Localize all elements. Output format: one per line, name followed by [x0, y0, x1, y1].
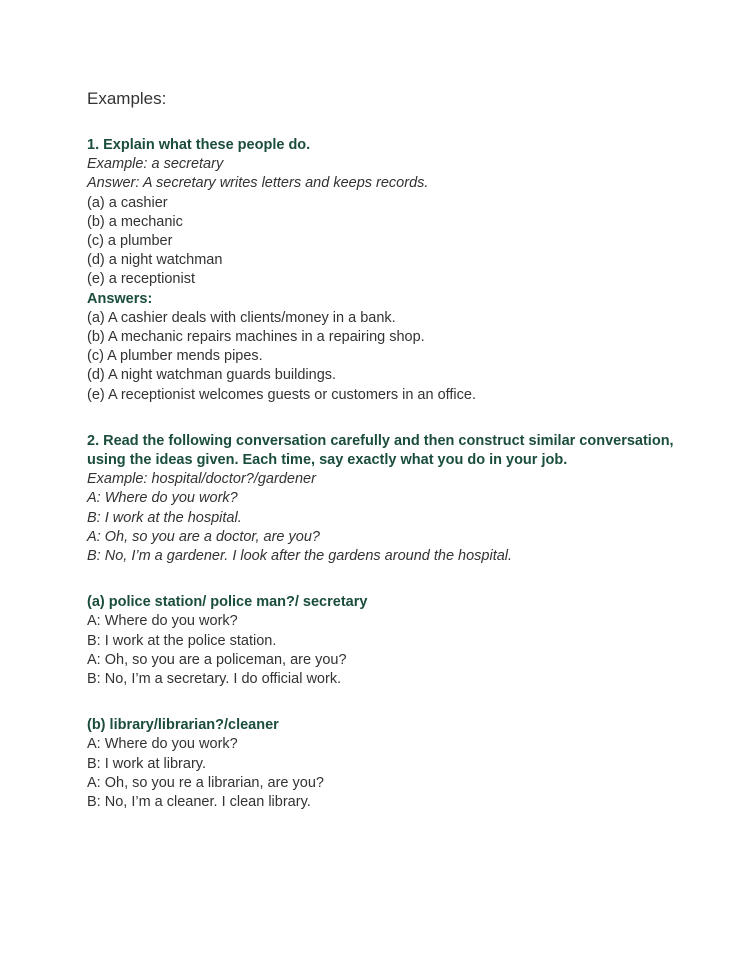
section-1-heading: 1. Explain what these people do.: [87, 137, 311, 153]
section-1-answer: (d) A night watchman guards buildings.: [87, 367, 337, 384]
section-1-answer: (a) A cashier deals with clients/money in a bank.: [87, 309, 396, 326]
part-a-line: B: I work at the police station.: [87, 632, 277, 649]
section-2-example-line: Example: hospital/doctor?/gardener: [87, 471, 316, 488]
section-1-item: (b) a mechanic: [87, 213, 183, 230]
part-b: [87, 716, 707, 812]
section-1-item: (d) a night watchman: [87, 252, 223, 269]
section-1-answer: (e) A receptionist welcomes guests or customers in an office.: [87, 386, 476, 403]
part-b-line: A: Oh, so you re a librarian, are you?: [87, 774, 324, 791]
section-1-item: (e) a receptionist: [87, 271, 195, 288]
section-2-heading-line-1: 2. Read the following conversation carefully and then construct similar conversation,: [87, 432, 674, 449]
part-a-line: A: Where do you work?: [87, 613, 238, 630]
section-2-example-line: A: Where do you work?: [87, 490, 238, 507]
part-b-heading: (b) library/librarian?/cleaner: [87, 717, 279, 734]
spacer: [87, 405, 707, 432]
section-1-example-answer: Answer: A secretary writes letters and keeps records.: [87, 175, 429, 192]
section-1-answer: (c) A plumber mends pipes.: [87, 348, 263, 365]
section-2-example-line: B: No, I’m a gardener. I look after the gardens around the hospital.: [87, 548, 513, 565]
section-1-example: Example: a secretary: [87, 156, 224, 173]
answers-label: Answers:: [87, 290, 153, 307]
section-1-item: (a) a cashier: [87, 194, 168, 211]
part-a-heading: (a) police station/ police man?/ secretary: [87, 594, 368, 611]
spacer: [87, 689, 707, 716]
document-page: [87, 88, 707, 812]
section-2: [87, 432, 707, 566]
section-1-answer: (b) A mechanic repairs machines in a repairing shop.: [87, 329, 425, 346]
page-title: Examples:: [87, 89, 167, 108]
section-1: [87, 136, 707, 405]
part-a: [87, 593, 707, 689]
section-2-example-line: A: Oh, so you are a doctor, are you?: [87, 528, 320, 545]
part-b-line: A: Where do you work?: [87, 736, 238, 753]
part-b-line: B: No, I’m a cleaner. I clean library.: [87, 794, 311, 811]
part-a-line: B: No, I’m a secretary. I do official work.: [87, 671, 342, 688]
section-1-item: (c) a plumber: [87, 233, 173, 250]
section-2-heading-line-2: using the ideas given. Each time, say exactly what you do in your job.: [87, 452, 568, 469]
part-b-line: B: I work at library.: [87, 755, 206, 772]
section-2-example-line: B: I work at the hospital.: [87, 509, 242, 526]
part-a-line: A: Oh, so you are a policeman, are you?: [87, 651, 347, 668]
spacer: [87, 566, 707, 593]
